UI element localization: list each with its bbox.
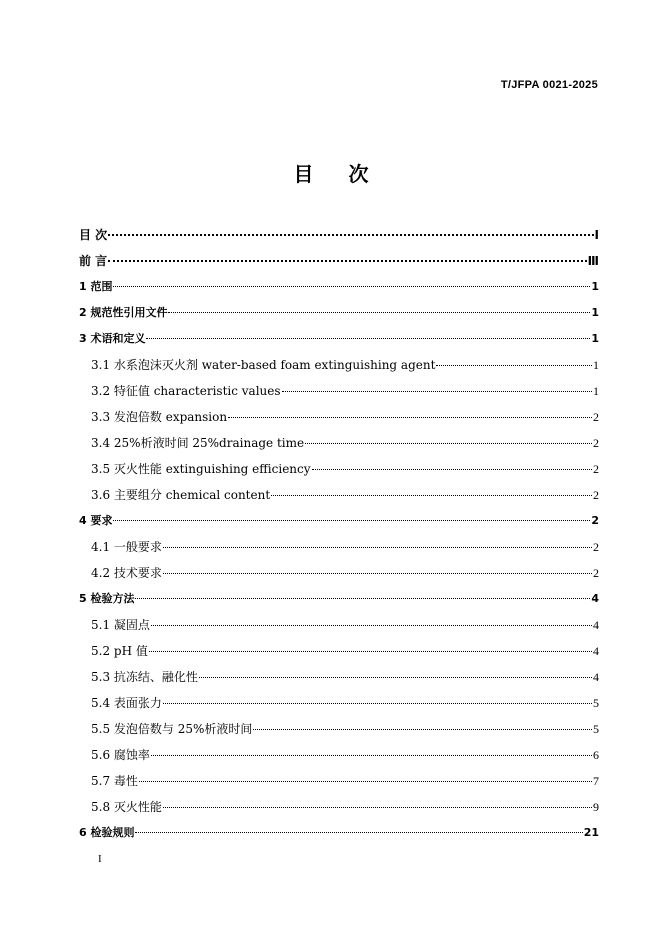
toc-leader-dots [253,729,592,730]
toc-entry-label: 4.2 技术要求 [91,566,162,580]
toc-entry-label: 4.1 一般要求 [91,540,162,554]
toc-leader-dots [163,547,592,548]
toc-entry[interactable] [79,668,599,694]
toc-leader-dots [168,312,590,313]
toc-entry[interactable] [79,642,599,668]
toc-entry[interactable] [79,720,599,746]
toc-leader-dots [228,417,592,418]
toc-entry-page: 5 [593,696,599,710]
toc-entry-page: 4 [593,670,599,684]
toc-leader-dots [149,651,592,652]
toc-entry-label: 目 次 [79,228,108,242]
toc-entry-page: 5 [593,722,599,736]
toc-entry-page: 2 [593,566,599,580]
toc-leader-dots [163,573,592,574]
toc-leader-dots [271,495,592,496]
toc-entry-label: 2 规范性引用文件 [79,306,168,319]
toc-entry-page: 2 [593,410,599,424]
toc-entry-label: 5 检验方法 [79,592,135,605]
toc-entry-page: Ⅲ [587,254,599,268]
toc-leader-dots [163,807,592,808]
toc-entry-label: 5.2 pH 值 [91,644,148,658]
toc-leader-dots [312,469,592,470]
toc-leader-dots [163,703,592,704]
toc-leader-dots [151,625,592,626]
toc-entry[interactable] [79,278,599,304]
toc-entry-label: 3.3 发泡倍数 expansion [91,410,228,424]
toc-entry-page: 2 [591,514,599,527]
toc-leader-dots [113,520,590,521]
toc-entry-page: 6 [593,748,599,762]
toc-entry-label: 3.6 主要组分 chemical content [91,488,271,502]
toc-leader-dots [108,260,586,262]
toc-leader-dots [305,443,592,444]
toc-entry-label: 3.5 灭火性能 extinguishing efficiency [91,462,311,476]
toc-entry-page: 4 [591,592,599,605]
document-code: T/JFPA 0021-2025 [500,79,598,91]
toc-entry-page: 4 [593,644,599,658]
table-of-contents [79,226,599,850]
toc-leader-dots [135,832,582,833]
toc-entry-page: 2 [593,436,599,450]
toc-entry[interactable] [79,512,599,538]
toc-entry[interactable] [79,590,599,616]
toc-entry[interactable] [79,382,599,408]
toc-leader-dots [139,781,592,782]
toc-leader-dots [135,598,590,599]
toc-entry[interactable] [79,252,599,278]
page-title: 目 次 [293,162,383,186]
toc-entry[interactable] [79,356,599,382]
toc-leader-dots [199,677,592,678]
toc-entry-label: 1 范围 [79,280,113,293]
toc-entry[interactable] [79,408,599,434]
toc-entry-label: 5.7 毒性 [91,774,138,788]
toc-entry-page: 2 [593,462,599,476]
toc-entry-page: 7 [593,774,599,788]
toc-entry-page: 1 [593,358,599,372]
toc-entry[interactable] [79,824,599,850]
toc-leader-dots [113,286,590,287]
toc-entry-label: 3.1 水系泡沫灭火剂 water-based foam extinguishing agent [91,358,436,372]
toc-entry[interactable] [79,772,599,798]
toc-entry[interactable] [79,486,599,512]
toc-entry[interactable] [79,330,599,356]
toc-entry[interactable] [79,460,599,486]
toc-entry-page: 2 [593,488,599,502]
toc-entry-label: 5.3 抗冻结、融化性 [91,670,198,684]
toc-entry[interactable] [79,616,599,642]
toc-entry-page: Ⅰ [594,228,599,242]
toc-entry-label: 3 术语和定义 [79,332,146,345]
toc-leader-dots [108,234,593,236]
toc-entry-label: 3.2 特征值 characteristic values [91,384,281,398]
toc-entry-label: 3.4 25%析液时间 25%drainage time [91,436,305,450]
toc-entry-page: 1 [593,384,599,398]
toc-entry-page: 4 [593,618,599,632]
toc-entry-label: 5.8 灭火性能 [91,800,162,814]
toc-entry[interactable] [79,538,599,564]
toc-entry-page: 21 [583,826,599,839]
toc-leader-dots [282,391,592,392]
toc-entry-label: 5.4 表面张力 [91,696,162,710]
toc-entry[interactable] [79,434,599,460]
toc-entry[interactable] [79,746,599,772]
toc-entry-page: 1 [591,306,599,319]
toc-entry-page: 9 [593,800,599,814]
toc-entry[interactable] [79,694,599,720]
toc-entry-label: 5.5 发泡倍数与 25%析液时间 [91,722,253,736]
toc-entry-label: 4 要求 [79,514,113,527]
toc-entry-label: 5.6 腐蚀率 [91,748,150,762]
toc-entry-label: 5.1 凝固点 [91,618,150,632]
toc-entry[interactable] [79,226,599,252]
page-number: I [98,853,102,865]
toc-entry-label: 6 检验规则 [79,826,135,839]
toc-leader-dots [436,365,592,366]
toc-entry[interactable] [79,304,599,330]
toc-entry-page: 2 [593,540,599,554]
toc-entry-label: 前 言 [79,254,108,268]
toc-entry[interactable] [79,564,599,590]
toc-entry-page: 1 [591,280,599,293]
toc-leader-dots [151,755,592,756]
toc-leader-dots [146,338,590,339]
toc-entry-page: 1 [591,332,599,345]
toc-entry[interactable] [79,798,599,824]
